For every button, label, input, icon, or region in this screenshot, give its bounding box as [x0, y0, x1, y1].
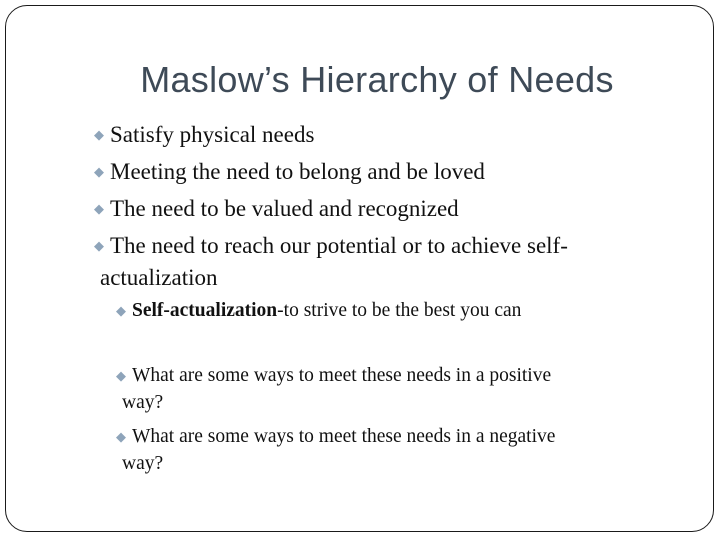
bullet-icon: ◆	[94, 164, 104, 179]
question-line: way?	[122, 392, 164, 413]
question-continuation	[122, 450, 662, 478]
bullet-continuation	[100, 262, 660, 294]
sub-bullet-item	[116, 297, 672, 325]
question-line: What are some ways to meet these needs in a positive	[132, 365, 552, 386]
bullet-icon: ◆	[116, 303, 126, 318]
question-item	[116, 362, 672, 390]
question-line: way?	[122, 453, 164, 474]
bullet-icon: ◆	[94, 201, 104, 216]
bullet-item	[94, 156, 670, 188]
term-text: Self-actualization	[132, 300, 278, 321]
question-continuation	[122, 389, 662, 417]
bullet-text: The need to be valued and recognized	[110, 196, 459, 221]
bullet-text: Satisfy physical needs	[110, 122, 315, 147]
bullet-item	[94, 230, 670, 262]
bullet-icon: ◆	[116, 429, 126, 444]
definition-text: -to strive to be the best you can	[277, 300, 522, 321]
slide-title: Maslow’s Hierarchy of Needs	[140, 59, 614, 100]
bullet-icon: ◆	[94, 238, 104, 253]
bullet-text: The need to reach our potential or to achieve self-	[110, 233, 568, 258]
bullet-item	[94, 119, 670, 151]
question-line: What are some ways to meet these needs in a negative	[132, 426, 556, 447]
bullet-icon: ◆	[94, 127, 104, 142]
bullet-text: actualization	[100, 265, 218, 290]
bullet-text: Meeting the need to belong and be loved	[110, 159, 485, 184]
question-item	[116, 423, 672, 451]
bullet-icon: ◆	[116, 368, 126, 383]
bullet-item	[94, 193, 670, 225]
